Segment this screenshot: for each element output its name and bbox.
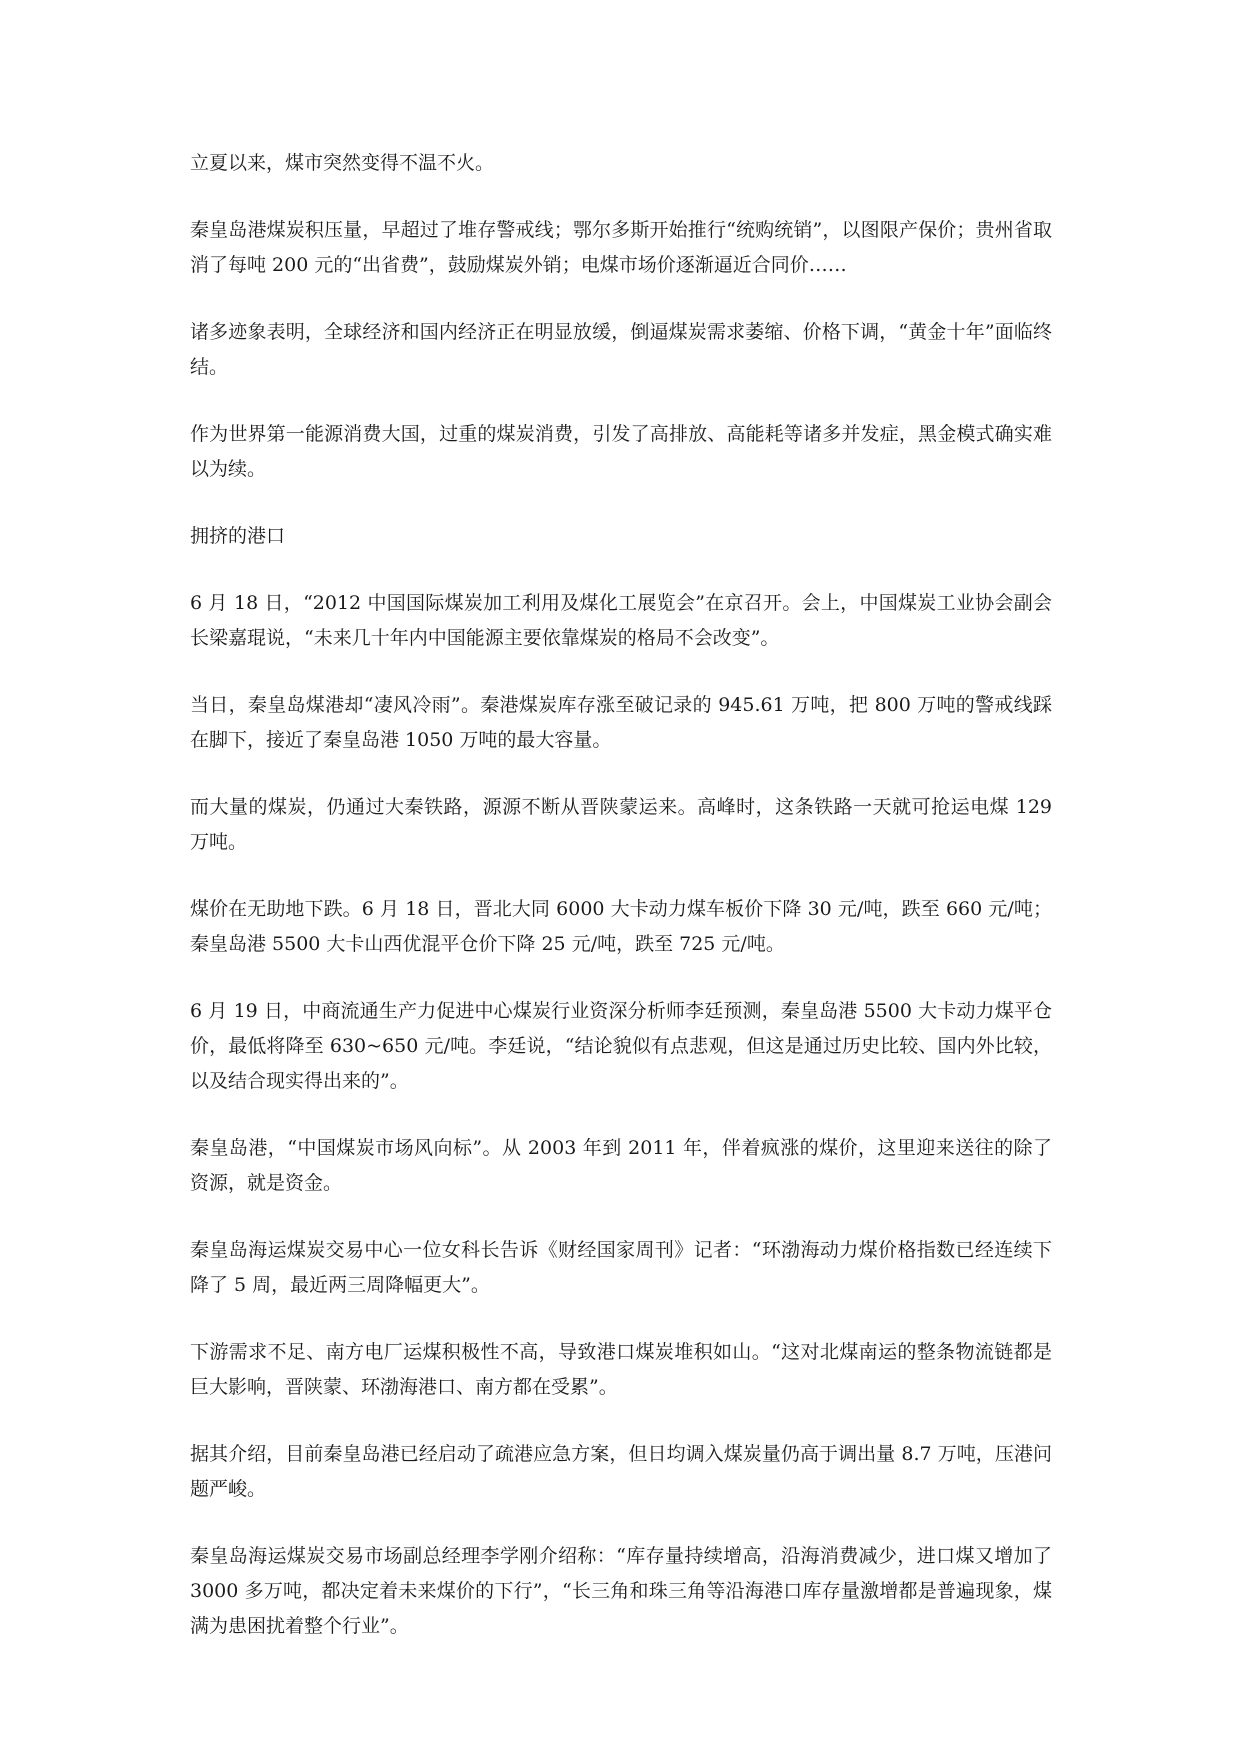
paragraph-weathervane: 秦皇岛港，“中国煤炭市场风向标”。从 2003 年到 2011 年，伴着疯涨的煤价，这里迎来送往的除了资源，就是资金。	[190, 1137, 1052, 1194]
section-heading: 拥挤的港口	[190, 525, 286, 547]
paragraph-energy-consumption: 作为世界第一能源消费大国，过重的煤炭消费，引发了高排放、高能耗等诸多并发症，黑金模式确实难以为续。	[190, 423, 1052, 480]
paragraph-inventory: 当日，秦皇岛煤港却“凄风冷雨”。秦港煤炭库存涨至破记录的 945.61 万吨，把 800 万吨的警戒线踩在脚下，接近了秦皇岛港 1050 万吨的最大容量。	[190, 694, 1052, 751]
paragraph-market-outlook: 秦皇岛海运煤炭交易市场副总经理李学刚介绍称：“库存量持续增高，沿海消费减少，进口煤又增加了 3000 多万吨，都决定着未来煤价的下行”，“长三角和珠三角等沿海港口库存量激增都是普遍现象，煤满为患困扰着整个行业”。	[190, 1545, 1052, 1637]
paragraph-expo: 6 月 18 日，“2012 中国国际煤炭加工利用及煤化工展览会”在京召开。会上，中国煤炭工业协会副会长梁嘉琨说，“未来几十年内中国能源主要依靠煤炭的格局不会改变”。	[190, 592, 1052, 649]
paragraph-intro: 立夏以来，煤市突然变得不温不火。	[190, 152, 495, 174]
paragraph-forecast: 6 月 19 日，中商流通生产力促进中心煤炭行业资深分析师李廷预测，秦皇岛港 5500 大卡动力煤平仓价，最低将降至 630~650 元/吨。李廷说，“结论貌似有点悲观，但这是通过历史比较、国内外比较，以及结合现实得出来的”。	[190, 1000, 1052, 1092]
paragraph-railway: 而大量的煤炭，仍通过大秦铁路，源源不断从晋陕蒙运来。高峰时，这条铁路一天就可抢运电煤 129 万吨。	[190, 796, 1052, 853]
paragraph-price-drop: 煤价在无助地下跌。6 月 18 日，晋北大同 6000 大卡动力煤车板价下降 30 元/吨，跌至 660 元/吨；秦皇岛港 5500 大卡山西优混平仓价下降 25 元/吨，跌至 725 元/吨。	[190, 898, 1052, 955]
paragraph-emergency-plan: 据其介绍，目前秦皇岛港已经启动了疏港应急方案，但日均调入煤炭量仍高于调出量 8.7 万吨，压港问题严峻。	[190, 1443, 1052, 1500]
paragraph-demand: 下游需求不足、南方电厂运煤积极性不高，导致港口煤炭堆积如山。“这对北煤南运的整条物流链都是巨大影响，晋陕蒙、环渤海港口、南方都在受累”。	[190, 1341, 1052, 1398]
paragraph-economic-signs: 诸多迹象表明，全球经济和国内经济正在明显放缓，倒逼煤炭需求萎缩、价格下调，“黄金十年”面临终结。	[190, 321, 1052, 378]
paragraph-port-stockpile: 秦皇岛港煤炭积压量，早超过了堆存警戒线；鄂尔多斯开始推行“统购统销”，以图限产保价；贵州省取消了每吨 200 元的“出省费”，鼓励煤炭外销；电煤市场价逐渐逼近合同价……	[190, 219, 1052, 276]
paragraph-index: 秦皇岛海运煤炭交易中心一位女科长告诉《财经国家周刊》记者：“环渤海动力煤价格指数已经连续下降了 5 周，最近两三周降幅更大”。	[190, 1239, 1052, 1296]
article-body	[190, 146, 1052, 1676]
